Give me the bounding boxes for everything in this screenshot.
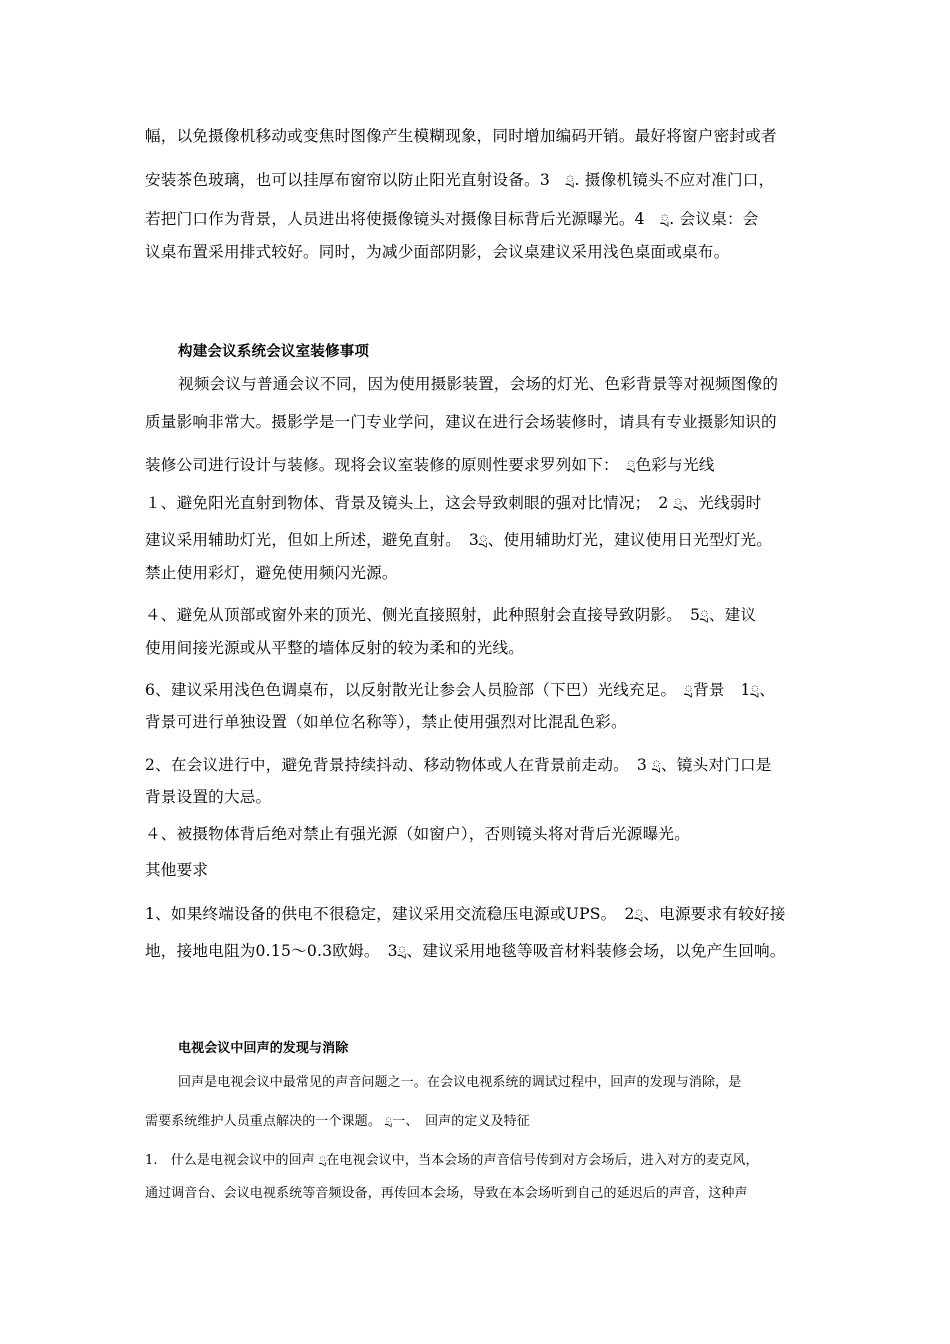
paragraph-line: 质量影响非常大。摄影学是一门专业学问，建议在进行会场装修时，请具有专业摄影知识的 [145,413,777,431]
paragraph-line: 使用间接光源或从平整的墙体反射的较为柔和的光线。 [145,639,525,657]
paragraph-line: ４、避免从顶部或窗外来的顶光、侧光直接照射，此种照射会直接导致阴影。 5ྲ、建议 [145,606,757,624]
subheading: 其他要求 [145,861,209,879]
paragraph-line: 视频会议与普通会议不同，因为使用摄影装置，会场的灯光、色彩背景等对视频图像的 [178,375,779,393]
paragraph-line: 通过调音台、会议电视系统等音频设备，再传回本会场，导致在本会场听到自己的延迟后的声音，这种声 [145,1186,748,1201]
paragraph-line: 6、建议采用浅色色调桌布，以反射散光让参会人员脸部（下巴）光线充足。 ྲ背景 1ྲ、 [145,681,776,699]
paragraph-line: 1. 什么是电视会议中的回声 ྲ在电视会议中，当本会场的声音信号传到对方会场后，进入对方的麦克风， [145,1153,759,1168]
paragraph-line: 需要系统维护人员重点解决的一个课题。 ྲ一、 回声的定义及特征 [145,1114,530,1129]
paragraph-line: 装修公司进行设计与装修。现将会议室装修的原则性要求罗列如下： ྲ色彩与光线 [145,456,715,474]
paragraph-line: 议桌布置采用排式较好。同时，为减少面部阴影，会议桌建议采用浅色桌面或桌布。 [145,243,730,261]
paragraph-line: 若把门口作为背景，人员进出将使摄像镜头对摄像目标背后光源曝光。4 ྲ. 会议桌：会 [145,210,759,228]
paragraph-line: 建议采用辅助灯光，但如上所述，避免直射。 3ྲ、使用辅助灯光，建议使用日光型灯光。 [145,531,773,549]
section-heading: 电视会议中回声的发现与消除 [178,1041,349,1056]
paragraph-line: 幅，以免摄像机移动或变焦时图像产生模糊现象，同时增加编码开销。最好将窗户密封或者 [145,127,777,145]
paragraph-line: 1、如果终端设备的供电不很稳定，建议采用交流稳压电源或UPS。 2ྲ、电源要求有较好接 [145,905,786,923]
paragraph-line: 背景设置的大忌。 [145,788,272,806]
paragraph-line: 禁止使用彩灯，避免使用频闪光源。 [145,564,398,582]
paragraph-line: １、避免阳光直射到物体、背景及镜头上，这会导致刺眼的强对比情况； 2 ྲ、光线弱时 [145,494,762,512]
paragraph-line: 安装茶色玻璃，也可以挂厚布窗帘以防止阳光直射设备。3 ྲ. 摄像机镜头不应对准门口， [145,171,775,189]
paragraph-line: 2、在会议进行中，避免背景持续抖动、移动物体或人在背景前走动。 3 ྲ、镜头对门口是 [145,756,772,774]
section-heading: 构建会议系统会议室装修事项 [178,344,370,360]
paragraph-line: 地，接地电阻为0.15～0.3欧姆。 3ྲ、建议采用地毯等吸音材料装修会场，以免产生回响。 [145,942,786,960]
paragraph-line: ４、被摄物体背后绝对禁止有强光源（如窗户），否则镜头将对背后光源曝光。 [145,825,690,843]
paragraph-line: 回声是电视会议中最常见的声音问题之一。在会议电视系统的调试过程中，回声的发现与消除，是 [178,1075,742,1090]
paragraph-line: 背景可进行单独设置（如单位名称等），禁止使用强烈对比混乱色彩。 [145,713,627,731]
